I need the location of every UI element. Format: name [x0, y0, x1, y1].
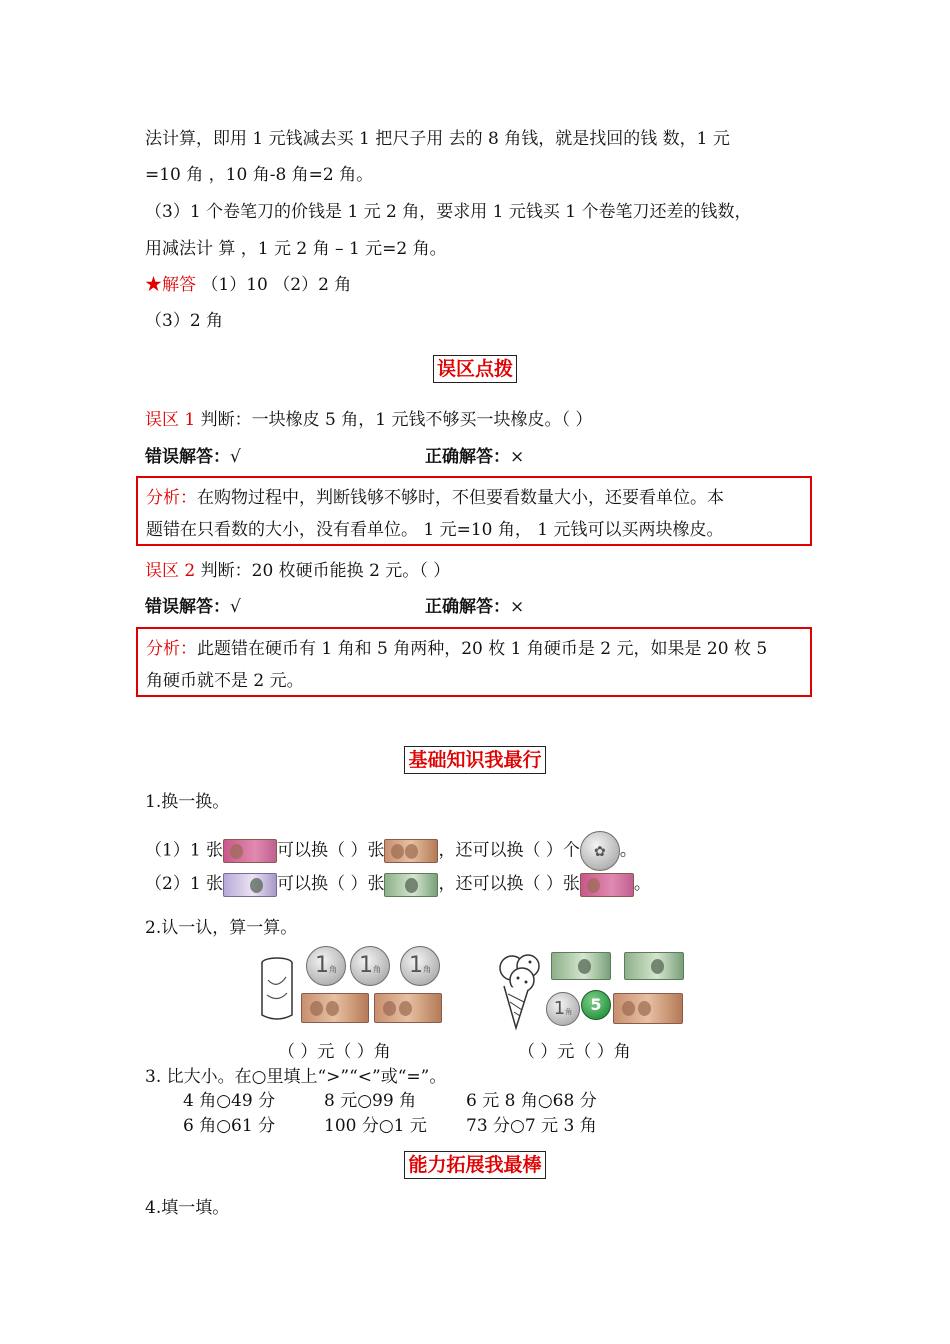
ice-cream-icon	[494, 950, 546, 1032]
mistake-2-analysis-line-1: 分析：此题错在硬币有 1 角和 5 角两种，20 枚 1 角硬币是 2 元，如果是 20 枚 5	[146, 639, 768, 659]
answer-line-3: （3）2 角	[145, 311, 224, 331]
mistake-2-label: 误区 2	[145, 561, 196, 581]
q2-title: 2.认一认，算一算。	[145, 918, 298, 938]
one-jiao-note-image	[613, 993, 683, 1024]
mistake-1-question-line	[145, 408, 592, 432]
mistake-1-wrong-answer: 错误解答：√	[145, 447, 241, 467]
q1-row-2: （2）1 张 可以换（ ）张 ，还可以换（ ）张 。	[145, 872, 651, 897]
q1-title: 1.换一换。	[145, 792, 230, 812]
one-jiao-note-image	[374, 993, 442, 1023]
one-jiao-coin-image: 1角	[546, 992, 580, 1026]
explanation-line-4: 用减法计 算 ，1 元 2 角 – 1 元=2 角。	[145, 239, 447, 259]
explanation-line-1: 法计算，即用 1 元钱减去买 1 把尺子用 去的 8 角钱，就是找回的钱 数，1 元	[145, 129, 730, 149]
one-fen-coin-image: ✿	[580, 831, 620, 871]
mistake-1-question: 判断：一块橡皮 5 角，1 元钱不够买一块橡皮。（ ）	[195, 410, 593, 430]
answer-text: （1）10 （2）2 角	[201, 275, 352, 295]
soda-can-icon	[258, 955, 296, 1023]
mistake-2-analysis-line-2: 角硬币就不是 2 元。	[146, 671, 304, 691]
one-jiao-coin-image: 1角	[350, 946, 390, 986]
q2-blank-left: （ ）元（ ）角	[278, 1042, 391, 1062]
one-jiao-note-image	[384, 839, 438, 863]
one-jiao-coin-image: 1角	[400, 946, 440, 986]
mistake-1-correct-answer: 正确解答：×	[425, 447, 525, 467]
one-jiao-coin-image: 1角	[306, 946, 346, 986]
explanation-line-3: （3）1 个卷笔刀的价钱是 1 元 2 角，要求用 1 元钱买 1 个卷笔刀还差的钱数，	[145, 202, 752, 222]
mistake-2-question-line	[145, 559, 450, 583]
q2-blank-right: （ ）元（ ）角	[518, 1042, 631, 1062]
q3-compare-3: 6 元 8 角○68 分	[466, 1091, 597, 1111]
q3-compare-5: 100 分○1 元	[324, 1116, 427, 1136]
explanation-line-2: =10 角 ，10 角-8 角=2 角。	[145, 165, 374, 185]
answer-label: ★解答	[145, 275, 196, 295]
section-title-extension: 能力拓展我最棒	[0, 1151, 950, 1179]
q3-compare-4: 6 角○61 分	[183, 1116, 276, 1136]
q3-compare-6: 73 分○7 元 3 角	[466, 1116, 597, 1136]
mistake-2-question: 判断：20 枚硬币能换 2 元。（ ）	[195, 561, 451, 581]
five-jiao-coin-image: 5	[581, 990, 611, 1020]
one-yuan-note-image	[624, 952, 684, 980]
q3-compare-2: 8 元○99 角	[324, 1091, 417, 1111]
one-yuan-note-image	[551, 952, 611, 980]
section-title-basics: 基础知识我最行	[0, 746, 950, 774]
one-jiao-note-image	[301, 993, 369, 1023]
ten-jiao-note-image	[223, 839, 277, 863]
q3-title: 3. 比大小。在○里填上“>”“<”或“=”。	[145, 1067, 447, 1087]
ten-jiao-note-image-2	[580, 873, 634, 897]
answer-line	[145, 273, 351, 297]
q3-compare-1: 4 角○49 分	[183, 1091, 276, 1111]
mistake-1-analysis-line-2: 题错在只看数的大小，没有看单位。 1 元=10 角， 1 元钱可以买两块橡皮。	[146, 520, 724, 540]
q4-title: 4.填一填。	[145, 1198, 230, 1218]
mistake-2-correct-answer: 正确解答：×	[425, 597, 525, 617]
five-yuan-note-image	[223, 873, 277, 897]
section-title-mistakes: 误区点拨	[0, 355, 950, 383]
mistake-2-wrong-answer: 错误解答：√	[145, 597, 241, 617]
mistake-2-analysis-box	[136, 627, 812, 697]
mistake-1-label: 误区 1	[145, 410, 196, 430]
mistake-1-analysis-box	[136, 476, 812, 546]
one-yuan-note-image	[384, 873, 438, 897]
q1-row-1: （1）1 张 可以换（ ）张 ，还可以换（ ）个 ✿ 。	[145, 831, 637, 871]
mistake-1-analysis-line-1: 分析：在购物过程中，判断钱够不够时，不但要看数量大小，还要看单位。本	[146, 488, 724, 508]
